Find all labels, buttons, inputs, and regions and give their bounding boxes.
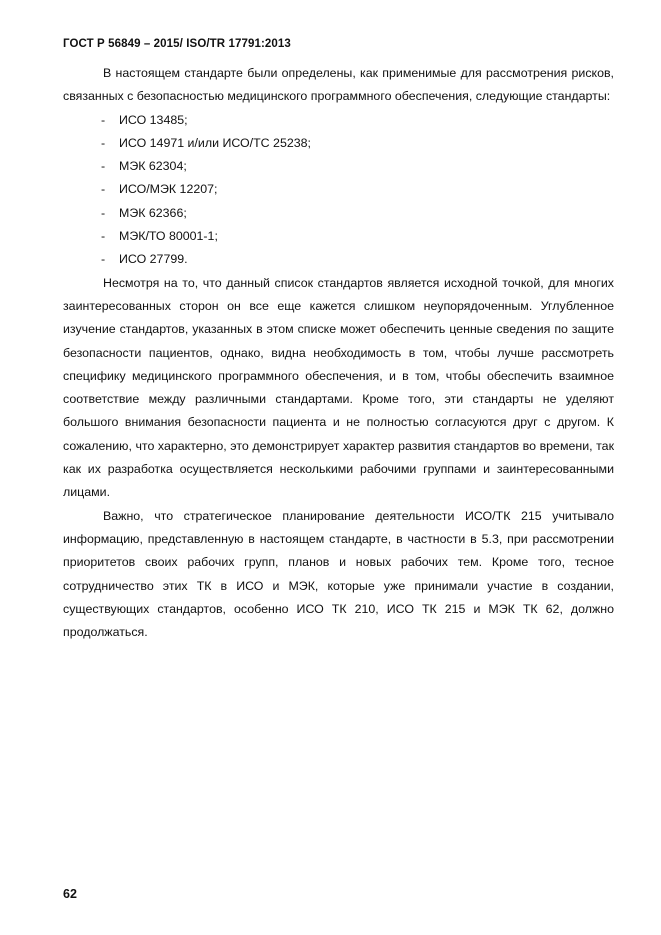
list-item-text: ИСО/МЭК 12207; [119, 182, 218, 197]
list-item-text: МЭК/ТО 80001-1; [119, 229, 218, 244]
list-item-text: ИСО 14971 и/или ИСО/ТС 25238; [119, 135, 311, 150]
body-paragraph: Важно, что стратегическое планирование деятельности ИСО/ТК 215 учитывало информацию, представленную в настоящем стандарте, в частности в 5.3, при рассмотрении приоритетов своих рабочих групп, планов и новых рабочих тем. Кроме того, тесное сотрудничество этих ТК в ИСО и МЭК, которые уже принимали участие в создании, существующих стандартов, особенно ИСО ТК 210, ИСО ТК 215 и МЭК ТК 62, должно продолжаться. [63, 508, 614, 640]
list-item [63, 132, 614, 155]
page-number: 62 [63, 887, 77, 901]
document-header: ГОСТ Р 56849 – 2015/ ISO/TR 17791:2013 [63, 38, 291, 50]
body-paragraph: Несмотря на то, что данный список стандартов является исходной точкой, для многих заинтересованных сторон он все еще кажется слишком неупорядоченным. Углубленное изучение стандартов, указанных в этом списке может обеспечить ценные сведения по защите безопасности пациентов, однако, видна необходимость в том, чтобы лучше рассмотреть специфику медицинского программного обеспечения, и в том, чтобы обеспечить взаимное соответствие между различными стандартами. Кроме того, эти стандарты не уделяют большого внимания безопасности пациента и не полностью согласуются друг с другом. К сожалению, что характерно, это демонстрирует характер развития стандартов во времени, так как их разработка осуществляется несколькими рабочими группами и заинтересованными лицами. [63, 275, 614, 500]
list-item [63, 178, 614, 201]
list-dash: - [101, 252, 106, 267]
list-item-text: ИСО 27799. [119, 252, 188, 267]
list-item-text: ИСО 13485; [119, 112, 188, 127]
list-item-text: МЭК 62366; [119, 205, 187, 220]
list-dash: - [101, 205, 106, 220]
list-item-text: МЭК 62304; [119, 159, 187, 174]
list-item [63, 109, 614, 132]
list-item [63, 225, 614, 248]
standards-list [63, 109, 614, 272]
list-dash: - [101, 135, 106, 150]
document-body [63, 62, 614, 644]
list-dash: - [101, 159, 106, 174]
list-dash: - [101, 229, 106, 244]
list-dash: - [101, 112, 106, 127]
list-dash: - [101, 182, 106, 197]
list-item [63, 155, 614, 178]
list-item [63, 248, 614, 271]
list-item [63, 202, 614, 225]
intro-paragraph: В настоящем стандарте были определены, как применимые для рассмотрения рисков, связанных с безопасностью медицинского программного обеспечения, следующие стандарты: [63, 66, 614, 104]
